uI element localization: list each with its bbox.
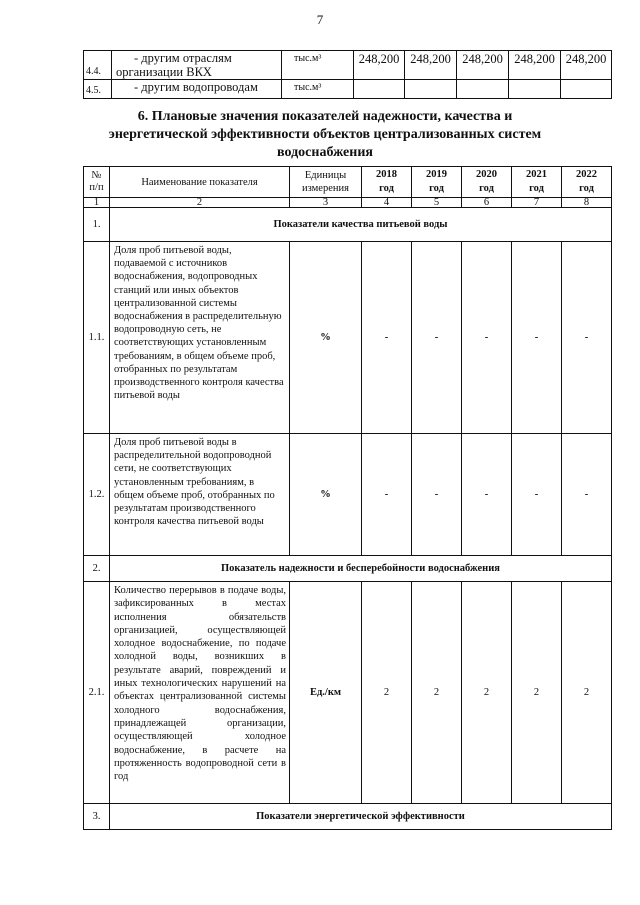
column-number: 4: [362, 198, 412, 208]
row-number: 2.1.: [84, 582, 110, 804]
table-row: [84, 434, 612, 556]
row-value: -: [462, 242, 512, 434]
row-unit: тыс.м³: [282, 80, 354, 99]
table-header-row: [84, 167, 612, 198]
column-number: 6: [462, 198, 512, 208]
header-year: 2022 год: [562, 167, 612, 198]
section-number: 2.: [84, 556, 110, 582]
column-number: 8: [562, 198, 612, 208]
table-row: [84, 80, 612, 99]
section-number: 3.: [84, 804, 110, 830]
row-value: 248,200: [354, 51, 405, 80]
header-year: 2018 год: [362, 167, 412, 198]
row-value: -: [562, 434, 612, 556]
row-value: -: [362, 434, 412, 556]
row-value: 248,200: [405, 51, 457, 80]
header-year: 2021 год: [512, 167, 562, 198]
row-name: - другим отраслям организации ВКХ: [112, 51, 282, 80]
row-name: Количество перерывов в подаче воды, зафиксированных в местах исполнения обязательств организацией, осуществляющей холодное водоснабжение, по подаче холодной воды, возникших в результате аварий, повреждений и иных технологических нарушений на объектах централизованной системы холодного водоснабжения, принадлежащей организации, осуществляющей холодное водоснабжение, в расчете на протяженность водопроводной сети в год: [110, 582, 290, 804]
header-name: Наименование показателя: [110, 167, 290, 198]
section-heading: Показатель надежности и бесперебойности водоснабжения: [110, 556, 612, 582]
row-value: [457, 80, 509, 99]
row-value: 2: [412, 582, 462, 804]
table-row: [84, 242, 612, 434]
row-value: -: [462, 434, 512, 556]
row-value: 2: [512, 582, 562, 804]
row-value: -: [512, 242, 562, 434]
row-value: -: [412, 434, 462, 556]
column-number: 3: [290, 198, 362, 208]
row-value: -: [512, 434, 562, 556]
row-number: 1.1.: [84, 242, 110, 434]
row-value: [509, 80, 561, 99]
row-name: Доля проб питьевой воды в распределительной водопроводной сети, не соответствующих установленным требованиям, в общем объеме проб, отобранных по результатам производственного контроля качества питьевой воды: [110, 434, 290, 556]
row-value: [405, 80, 457, 99]
row-name: - другим водопроводам: [112, 80, 282, 99]
header-year: 2020 год: [462, 167, 512, 198]
indicators-table: [83, 166, 612, 830]
row-value: [354, 80, 405, 99]
column-number: 2: [110, 198, 290, 208]
column-number: 1: [84, 198, 110, 208]
header-unit: Единицы измерения: [290, 167, 362, 198]
row-name: Доля проб питьевой воды, подаваемой с источников водоснабжения, водопроводных станций или иных объектов централизованной системы водоснабжения в распределительную водопроводную сеть, не соответствующих установленным требованиям, в общем объеме проб, отобранных по результатам производственного контроля качества питьевой воды: [110, 242, 290, 434]
column-number-row: [84, 198, 612, 208]
table-row: [84, 582, 612, 804]
section-title: 6. Плановые значения показателей надежности, качества и энергетической эффективности объектов централизованных систем водоснабжения: [108, 109, 542, 160]
page-number: 7: [316, 12, 324, 27]
row-number: 4.4.: [84, 51, 112, 80]
row-value: 2: [562, 582, 612, 804]
row-value: 248,200: [457, 51, 509, 80]
section-heading: Показатели энергетической эффективности: [110, 804, 612, 830]
table-row: [84, 51, 612, 80]
row-number: 1.2.: [84, 434, 110, 556]
row-value: -: [412, 242, 462, 434]
section-row: [84, 208, 612, 242]
continuation-table: [83, 50, 612, 99]
row-unit: тыс.м³: [282, 51, 354, 80]
header-year: 2019 год: [412, 167, 462, 198]
section-number: 1.: [84, 208, 110, 242]
section-row: [84, 804, 612, 830]
row-value: -: [362, 242, 412, 434]
row-unit: Ед./км: [290, 582, 362, 804]
row-number: 4.5.: [84, 80, 112, 99]
column-number: 5: [412, 198, 462, 208]
row-value: 2: [462, 582, 512, 804]
row-value: [561, 80, 612, 99]
column-number: 7: [512, 198, 562, 208]
section-row: [84, 556, 612, 582]
section-heading: Показатели качества питьевой воды: [110, 208, 612, 242]
row-value: 2: [362, 582, 412, 804]
row-value: 248,200: [509, 51, 561, 80]
row-value: -: [562, 242, 612, 434]
row-unit: %: [290, 434, 362, 556]
row-unit: %: [290, 242, 362, 434]
row-value: 248,200: [561, 51, 612, 80]
header-number: № п/п: [84, 167, 110, 198]
